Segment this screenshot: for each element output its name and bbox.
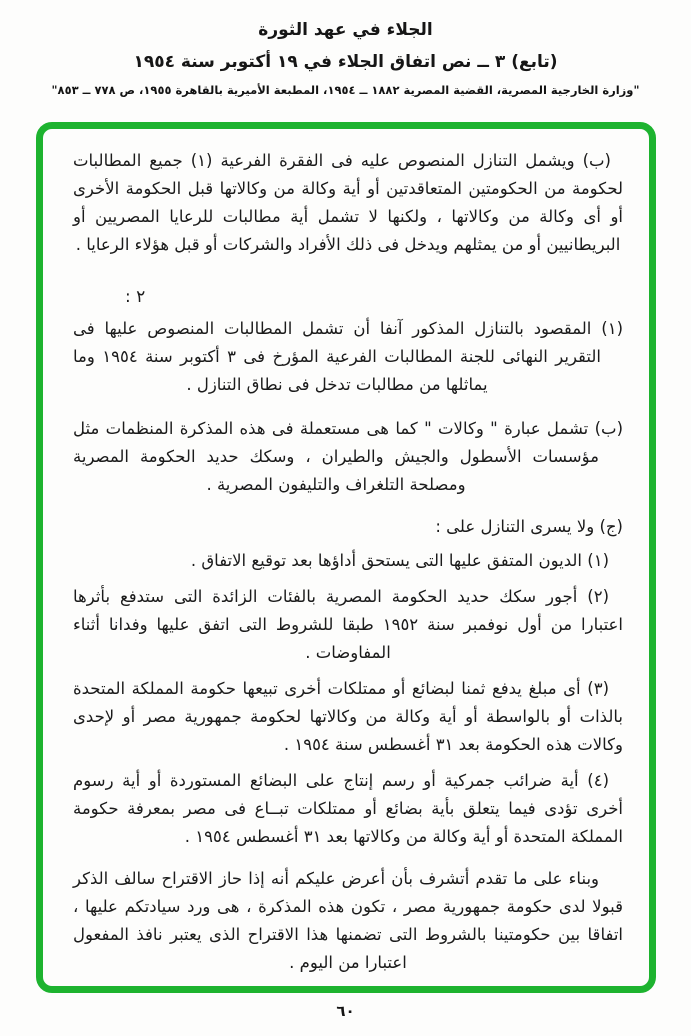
section-title: (تابع) ٣ ــ نص اتفاق الجلاء في ١٩ أكتوبر سنة ١٩٥٤ [133, 52, 558, 72]
valediction-line [73, 985, 623, 993]
document-body [73, 147, 623, 993]
section-number-2: ٢ : [125, 287, 146, 307]
book-title: الجلاء في عهد الثورة [258, 20, 433, 40]
valediction-text [160, 989, 575, 993]
document-header [0, 0, 691, 97]
source-citation: "وزارة الخارجية المصرية، القضية المصرية ١٨٨٢ ــ ١٩٥٤، المطبعة الأميرية بالقاهرة ١٩٥٥، ص ٧٧٨ ــ ٨٥٣" [51, 83, 640, 97]
paragraph-item-1: (١) المقصود بالتنازل المذكور آنفا أن تشمل المطالبات المنصوص عليها فى التقرير النهائى للجنة المطالبات الفرعية المؤرخ فى ٣ أكتوبر سنة ١٩٥٤ وما يماثلها من مطالبات تدخل فى نطاق التنازل . [73, 319, 623, 394]
paragraph-sub-4: (٤) أية ضرائب جمركية أو رسم إنتاج على البضائع المستوردة أو أية رسوم أخرى تؤدى فيما يتعلق بأية بضائع أو ممتلكات تبــاع فى مصر بمعرفة حكومة المملكة المتحدة أو أية وكالة من وكالاتها بعد ٣١ أغسطس ١٩٥٤ . [73, 771, 623, 846]
paragraph-sub-1: (١) الديون المتفق عليها التى يستحق أداؤها بعد توقيع الاتفاق . [190, 551, 609, 570]
highlight-annotation-box [36, 122, 656, 993]
paragraph-item-c: (ج) ولا يسرى التنازل على : [435, 517, 623, 536]
paragraph-item-b: (ب) تشمل عبارة " وكالات " كما هى مستعملة فى هذه المذكرة المنظمات مثل مؤسسات الأسطول والجيش والطيران ، وسكك حديد الحكومة المصرية ومصلحة التلغراف والتليفون المصرية . [73, 419, 623, 494]
paragraph-closing: وبناء على ما تقدم أتشرف بأن أعرض عليكم أنه إذا حاز الاقتراح سالف الذكر قبولا لدى حكومة جمهورية مصر ، تكون هذه المذكرة ، هى ورد سيادتكم عليها ، اتفاقا بين حكومتينا بالشروط التى تضمنها هذا الاقتراح الذى يعتبر نافذ المفعول اعتبارا من اليوم . [73, 869, 623, 972]
page-number: ٦٠ [336, 1002, 355, 1020]
paragraph-sub-3: (٣) أى مبلغ يدفع ثمنا لبضائع أو ممتلكات أخرى تبيعها حكومة المملكة المتحدة بالذات أو بالواسطة أو أية وكالة من وكالاتها لحكومة جمهورية مصر أو لإحدى وكالات هذه الحكومة بعد ٣١ أغسطس سنة ١٩٥٤ . [73, 679, 623, 754]
paragraph-sub-2: (٢) أجور سكك حديد الحكومة المصرية بالفئات الزائدة التى ستدفع بأثرها اعتبارا من أول نوفمبر سنة ١٩٥٢ طبقا للشروط التى اتفق عليها وفدانا أثناء المفاوضات . [73, 587, 623, 662]
paragraph-clause-b: (ب) ويشمل التنازل المنصوص عليه فى الفقرة الفرعية (١) جميع المطالبات لحكومة من الحكومتين المتعاقدتين أو أية وكالة من وكالاتها قبل الحكومة الأخرى أو أى وكالة من وكالاتها ، ولكنها لا تشمل أية مطالبات للرعايا المصريين أو البريطانيين أو من يمثلهم ويدخل فى ذلك الأفراد والشركات أو قبل هؤلاء الرعايا . [73, 151, 623, 254]
